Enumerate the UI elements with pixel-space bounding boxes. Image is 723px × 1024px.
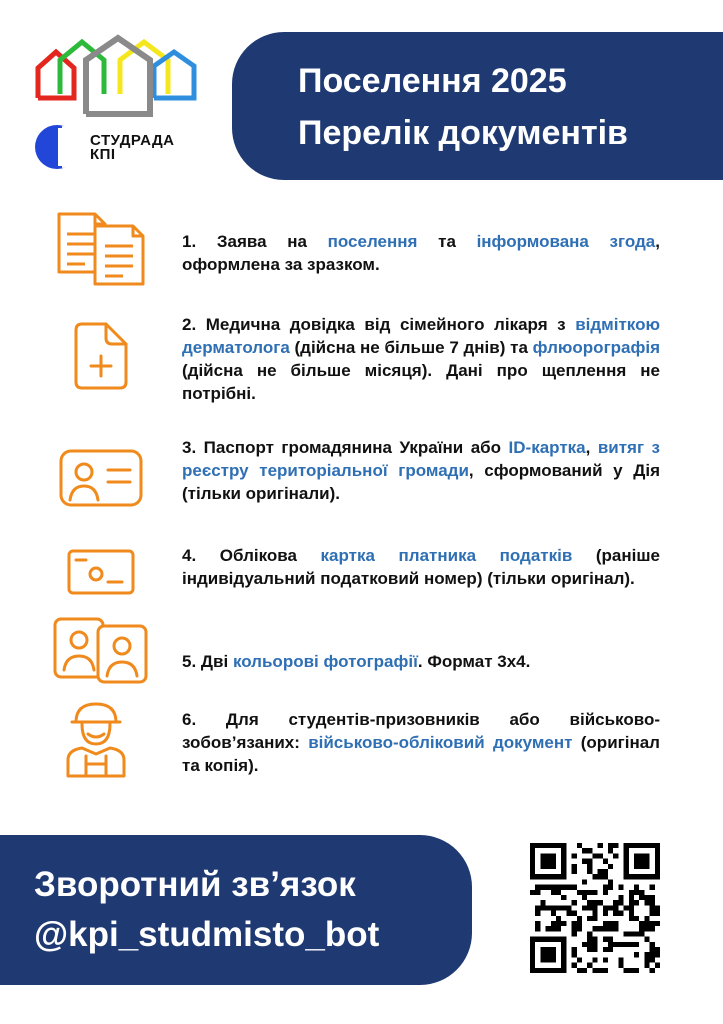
document-item-4: 4. Облікова картка платника податків (раніше індивідуальний податковий номер) (тільки оригінал). bbox=[182, 546, 660, 588]
soldier-icon bbox=[64, 698, 128, 778]
document-item-6: 6. Для студентів-призовників або військово-зобов’язаних: військово-обліковий документ (оригінал та копія). bbox=[182, 710, 660, 775]
studrada-logo bbox=[34, 122, 214, 174]
id-card-icon bbox=[58, 448, 144, 508]
medical-file-icon bbox=[72, 320, 130, 392]
photos-icon bbox=[52, 616, 150, 684]
document-item-5: 5. Дві кольорові фотографії. Формат 3х4. bbox=[182, 652, 531, 671]
studrada-emblem-icon bbox=[34, 124, 80, 170]
feedback-banner bbox=[0, 835, 472, 985]
documents-icon bbox=[55, 210, 147, 288]
page-subtitle: Перелік документів bbox=[298, 114, 628, 152]
page-title: Поселення 2025 bbox=[298, 62, 567, 100]
title-banner bbox=[232, 32, 723, 180]
document-item-2: 2. Медична довідка від сімейного лікаря з відміткою дерматолога (дійсна не більше 7 днів) та флюорографія (дійсна не більше місяця). Дані про щеплення не потрібні. bbox=[182, 315, 660, 403]
feedback-bot-link[interactable]: @kpi_studmisto_bot bbox=[34, 915, 380, 954]
studrada-name: СТУДРАДА bbox=[90, 132, 175, 149]
feedback-title: Зворотний зв’язок bbox=[34, 865, 356, 904]
tax-card-icon bbox=[66, 548, 136, 596]
qr-code-icon[interactable] bbox=[530, 843, 660, 973]
studrada-kpi: КПІ bbox=[90, 146, 116, 163]
document-item-1: 1. Заява на поселення та інформована згода, оформлена за зразком. bbox=[182, 232, 660, 274]
document-item-3: 3. Паспорт громадянина України або ID-картка, витяг з реєстру територіальної громади, сформований у Дія (тільки оригінали). bbox=[182, 438, 660, 503]
